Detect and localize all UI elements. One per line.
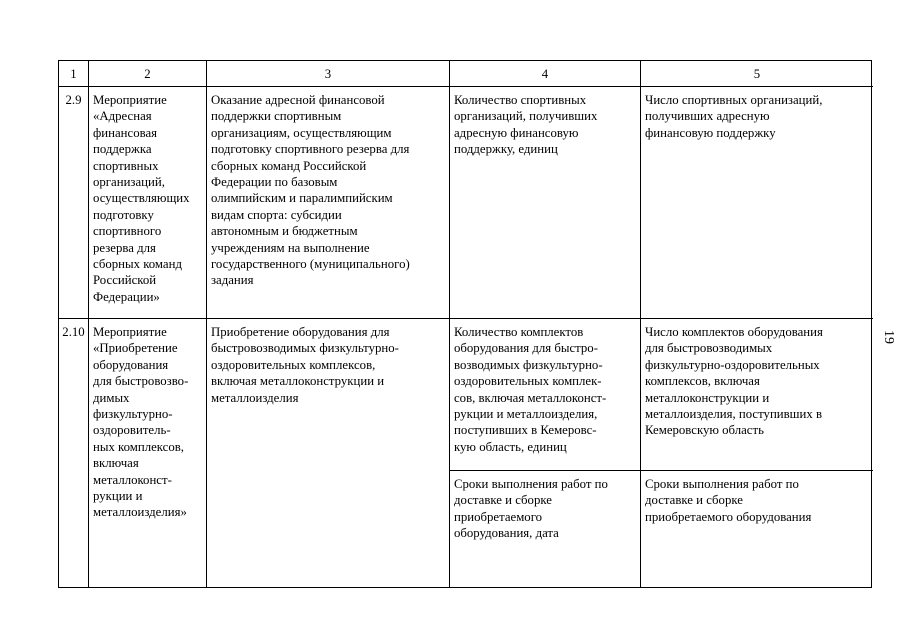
header-cell-1: 1 <box>59 61 89 87</box>
indicator-2-9: Количество спортивных организаций, получивших адресную финансовую поддержку, единиц <box>450 87 641 319</box>
indicator-2-10-quantity: Количество комплектов оборудования для быстро- возводимых физкультурно- оздоровительных комплек- сов, включая металлоконст- рукции и металлоизделия, поступивших в Кемеровс- кую область, единиц <box>450 319 641 471</box>
indicator-definition-2-10-quantity: Число комплектов оборудования для быстровозводимых физкультурно-оздоровительных комплексов, включая металлоконструкции и металлоизделия, поступивших в Кемеровскую область <box>641 319 873 471</box>
event-name-2-10: Мероприятие «Приобретение оборудования для быстровозво- димых физкультурно- оздоровитель- ных комплексов, включая металлоконст- рукции и металлоизделия» <box>89 319 207 587</box>
row-number-2-10: 2.10 <box>59 319 89 587</box>
indicator-2-10-deadline: Сроки выполнения работ по доставке и сборке приобретаемого оборудования, дата <box>450 471 641 587</box>
header-cell-3: 3 <box>207 61 450 87</box>
header-cell-5: 5 <box>641 61 873 87</box>
header-cell-2: 2 <box>89 61 207 87</box>
event-description-2-9: Оказание адресной финансовой поддержки спортивным организациям, осуществляющим подготовку спортивного резерва для сборных команд Российской Федерации по базовым олимпийским и паралимпийским видам спорта: субсидии автономным и бюджетным учреждениям на выполнение государственного (муниципального) задания <box>207 87 450 319</box>
page-number: 19 <box>881 330 896 344</box>
row-number-2-9: 2.9 <box>59 87 89 319</box>
event-name-2-9: Мероприятие «Адресная финансовая поддержка спортивных организаций, осуществляющих подготовку спортивного резерва для сборных команд Российской Федерации» <box>89 87 207 319</box>
indicator-definition-2-9: Число спортивных организаций, получивших адресную финансовую поддержку <box>641 87 873 319</box>
indicators-table <box>58 60 872 588</box>
event-description-2-10: Приобретение оборудования для быстровозводимых физкультурно- оздоровительных комплексов, включая металлоконструкции и металлоизделия <box>207 319 450 587</box>
indicator-definition-2-10-deadline: Сроки выполнения работ по доставке и сборке приобретаемого оборудования <box>645 477 812 524</box>
header-cell-4: 4 <box>450 61 641 87</box>
